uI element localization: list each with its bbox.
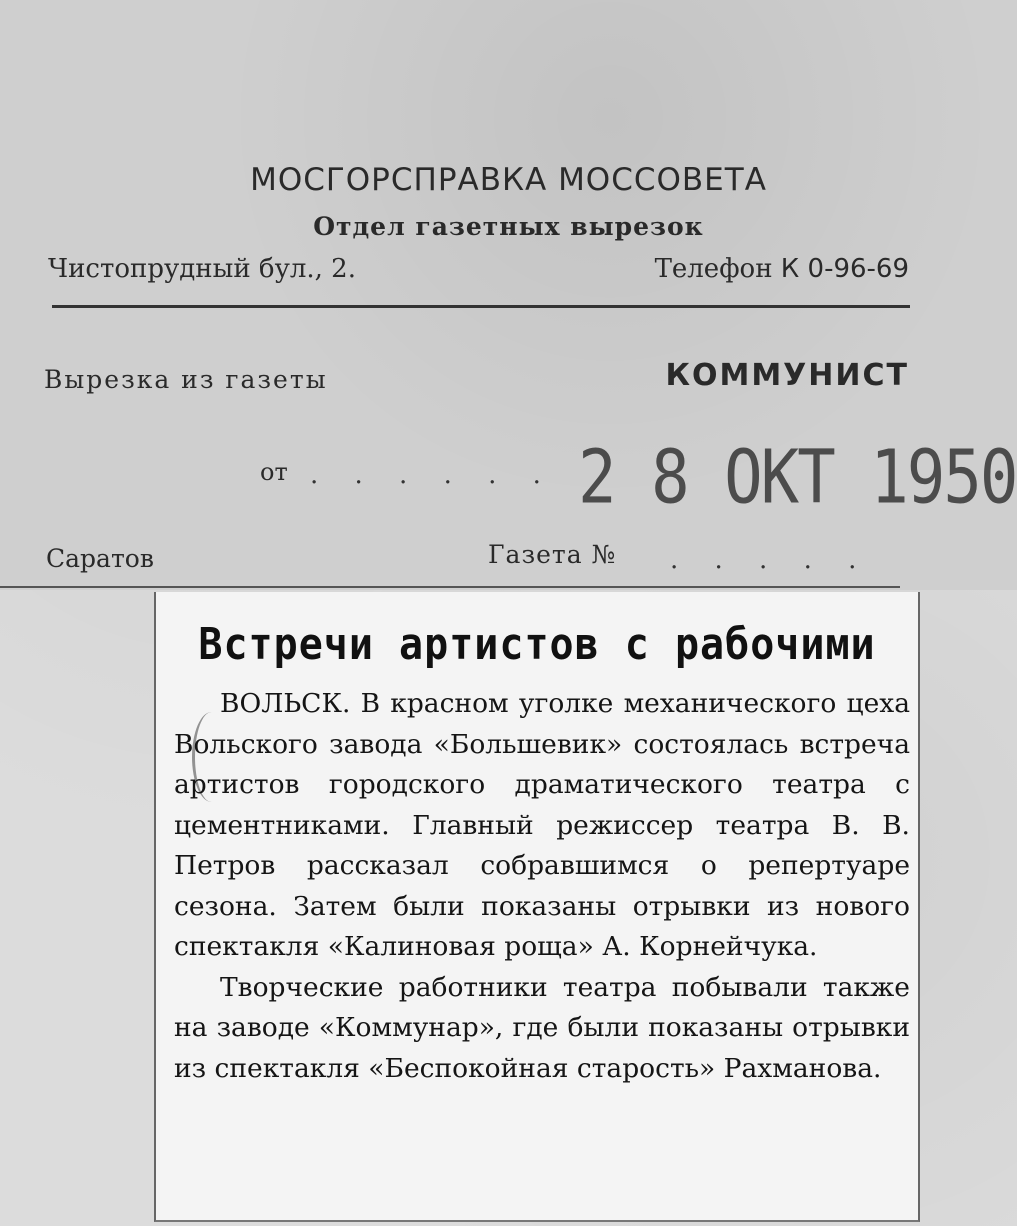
agency-name: МОСГОРСПРАВКА МОССОВЕТА [250,162,767,198]
header-form [0,0,1017,590]
newspaper-clipping [154,592,920,1222]
newspaper-name: КОММУНИСТ [665,358,909,393]
article-paragraph-2: Творческие работники театра побывали также на заводе «Коммунар», где были показаны отрывки из спектакля «Беспокойная старость» Рахманова. [174,971,910,1084]
form-bottom-rule [0,586,900,588]
article-headline: Встречи артистов с рабочими [198,620,876,670]
department-name: Отдел газетных вырезок [313,212,704,241]
from-label: от [260,458,288,486]
issue-label: Газета № [488,540,617,569]
phone [655,254,909,284]
issue-dots: . . . . . [670,545,871,575]
cut-label: Вырезка из газеты [44,365,328,394]
date-stamp: 2 8 ОКТ 1950 [578,436,1017,522]
phone-label: Телефон [654,254,773,284]
article-paragraph-1: ВОЛЬСК. В красном уголке механического цеха Вольского завода «Большевик» состоялась встреча артистов городского драматического театра с цементниками. Главный режиссер театра В. В. Петров рассказал собравшимся о репертуаре сезона. Затем были показаны отрывки из нового спектакля «Калиновая роща» А. Корнейчука. [174,688,910,962]
date-dots: . . . . . . [310,460,555,490]
phone-number: К 0-96-69 [780,254,909,284]
article-body [174,684,910,1089]
header-rule [52,305,910,308]
city: Саратов [46,544,154,573]
address: Чистопрудный бул., 2. [48,254,356,284]
